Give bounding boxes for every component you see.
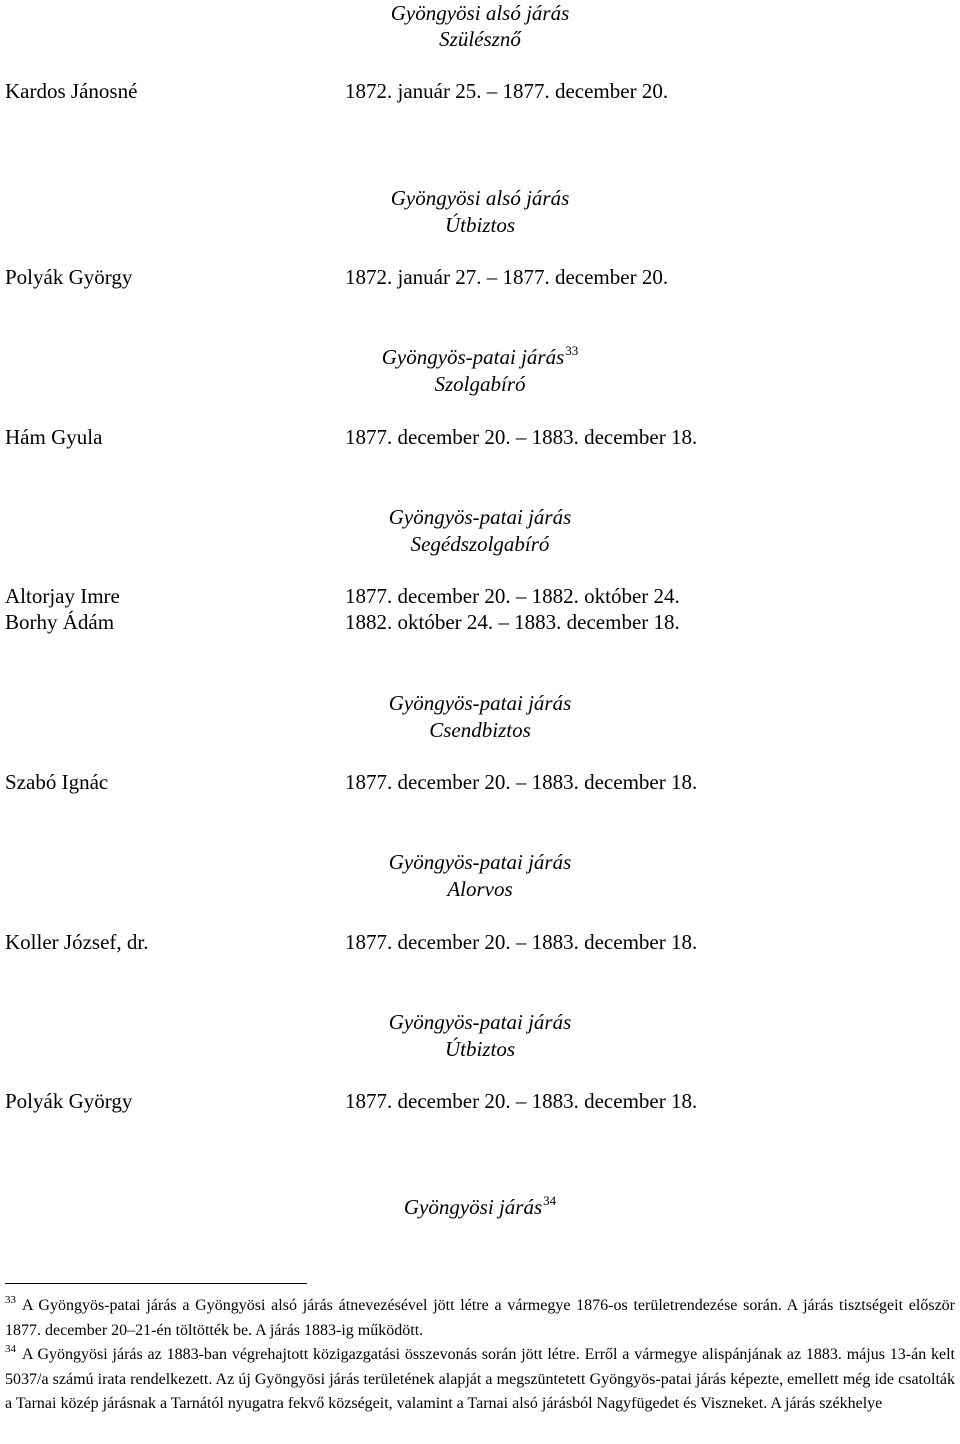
official-name: Kardos Jánosné	[5, 79, 138, 103]
official-dates: 1872. január 25. – 1877. december 20.	[345, 79, 669, 103]
footnote-ref: 34	[543, 1193, 557, 1208]
footnote-text: A Gyöngyösi járás az 1883-ban végrehajtott közigazgatási összevonás során jött létre. Erről a vármegye alispánjának az 1883. május 13-án kelt 5037/a számú irata rendelkezett. Az új Gyöngyösi járás területének alapját a megszüntetett Gyöngyös-patai járás képezte, emellett még ide csatolták a Tarnai közép járásnak a Tarnától nyugatra fekvő községeit, valamint a Tarnai alsó járásból Nagyfügedet és Viszneket. A járás székhelye	[5, 1346, 955, 1412]
official-dates: 1877. december 20. – 1883. december 18.	[345, 425, 698, 449]
section-role: Segédszolgabíró	[410, 532, 550, 556]
footnote-ref: 33	[565, 343, 579, 358]
section-title: Gyöngyös-patai járás	[388, 691, 572, 715]
official-name: Borhy Ádám	[5, 610, 115, 634]
official-name: Szabó Ignác	[5, 770, 109, 794]
footnote-text: A Gyöngyös-patai járás a Gyöngyösi alsó járás átnevezésével jött létre a vármegye 1876-os területrendezése során. A járás tisztségeit először 1877. december 20–21-én töltötték be. A járás 1883-ig működött.	[5, 1297, 955, 1339]
official-dates: 1872. január 27. – 1877. december 20.	[345, 265, 669, 289]
footnote	[5, 1294, 955, 1343]
section-title: Gyöngyösi alsó járás	[390, 186, 570, 210]
section-title: Gyöngyösi alsó járás	[390, 1, 570, 25]
section-role: Útbiztos	[444, 1037, 515, 1061]
official-name: Hám Gyula	[5, 425, 103, 449]
official-name: Altorjay Imre	[5, 584, 120, 608]
official-dates: 1877. december 20. – 1883. december 18.	[345, 1089, 698, 1113]
section-role: Szolgabíró	[434, 372, 526, 396]
section-title: Gyöngyös-patai járás$^{33}$	[381, 343, 579, 369]
official-name: Polyák György	[5, 265, 133, 289]
section-title: Gyöngyös-patai járás	[388, 505, 572, 529]
section-role: Útbiztos	[444, 213, 515, 237]
section-role: Alorvos	[447, 877, 513, 901]
section-role: Szülésznő	[439, 27, 521, 51]
official-dates: 1877. december 20. – 1882. október 24.	[345, 584, 680, 608]
footnote	[5, 1343, 955, 1416]
footnote-number: 34	[5, 1343, 16, 1355]
official-dates: 1877. december 20. – 1883. december 18.	[345, 930, 698, 954]
section-role: Csendbiztos	[429, 718, 531, 742]
section-title: Gyöngyös-patai járás	[388, 1010, 572, 1034]
section-title: Gyöngyös-patai járás	[388, 850, 572, 874]
official-dates: 1877. december 20. – 1883. december 18.	[345, 770, 698, 794]
official-dates: 1882. október 24. – 1883. december 18.	[345, 610, 680, 634]
official-name: Koller József, dr.	[5, 930, 149, 954]
final-section-title: Gyöngyösi járás$^{34}$	[403, 1193, 557, 1219]
footnote-number: 33	[5, 1294, 16, 1306]
footnotes	[5, 1294, 955, 1416]
footnote-separator	[5, 1283, 307, 1284]
official-name: Polyák György	[5, 1089, 133, 1113]
